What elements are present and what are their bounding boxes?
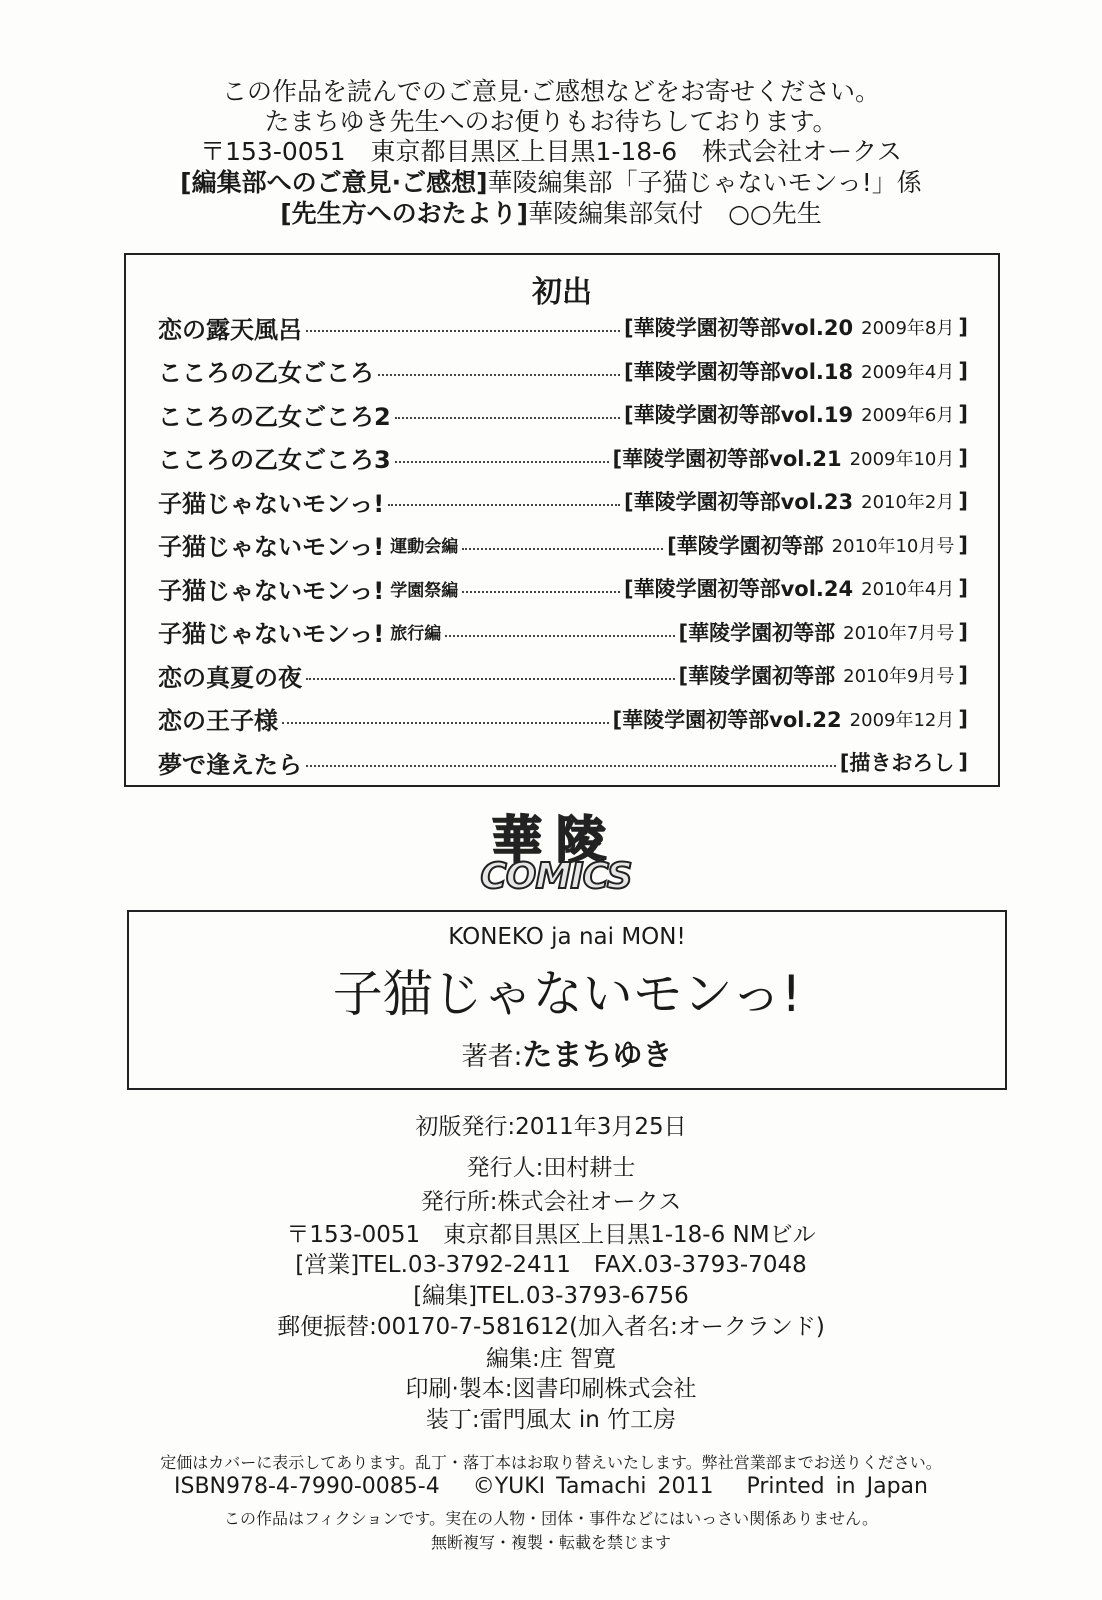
first-appearance-entry	[158, 529, 968, 561]
entry-date: 2009年4月	[861, 361, 955, 383]
entry-source: [華陵学園初等部vol.20	[624, 316, 854, 340]
letters-teacher-line	[0, 194, 1102, 230]
logo-kanji: 華陵	[492, 811, 620, 869]
first-appearance-entry	[158, 746, 968, 778]
printed-in: Printed in Japan	[746, 1474, 928, 1499]
book-roman-title: KONEKO ja nai MON!	[448, 924, 686, 950]
letters-teacher-label: [先生方へのおたより]	[280, 199, 529, 228]
entry-close-bracket: ]	[958, 315, 968, 339]
reproduction-note: 無断複写・複製・転載を禁じます	[430, 1533, 671, 1552]
publisher-address: 〒153-0051 東京都目黒区上目黒1-18-6 NMビル	[286, 1222, 816, 1248]
first-edition-date: 初版発行:2011年3月25日	[415, 1114, 687, 1140]
entry-subtitle: 旅行編	[390, 624, 442, 644]
letters-address: 〒153-0051 東京都目黒区上目黒1-18-6 株式会社オークス	[200, 137, 902, 166]
author-label: 著者:	[461, 1042, 523, 1072]
first-appearance-box	[124, 253, 1000, 787]
entry-title: こころの乙女ごころ	[158, 359, 374, 387]
isbn: ISBN978-4-7990-0085-4	[174, 1474, 440, 1499]
logo-comics: COMICS	[480, 856, 632, 897]
first-appearance-entry	[158, 703, 968, 735]
book-author-line	[129, 1030, 1005, 1074]
sales-contact: [営業]TEL.03-3792-2411 FAX.03-3793-7048	[295, 1252, 807, 1278]
entry-subtitle: 運動会編	[390, 537, 459, 557]
entry-title: 子猫じゃないモンっ!	[158, 576, 385, 605]
leader-dots	[306, 330, 620, 332]
entry-source: [描きおろし	[839, 751, 955, 775]
leader-dots	[445, 635, 674, 637]
entry-date: 2010年4月	[861, 579, 955, 600]
entry-date: 2009年6月	[861, 405, 955, 426]
book-title: 子猫じゃないモンっ!	[332, 965, 802, 1023]
publisher-person: 発行人:田村耕士	[466, 1155, 636, 1181]
leader-dots	[395, 417, 620, 419]
leader-dots	[306, 765, 836, 767]
editor: 編集:庄 智寛	[485, 1346, 617, 1372]
publisher: 発行所:株式会社オークス	[420, 1189, 682, 1215]
leader-dots	[282, 722, 609, 724]
entry-source: [華陵学園初等部	[678, 620, 836, 645]
leader-dots	[462, 548, 663, 550]
first-appearance-entry	[158, 442, 968, 474]
entry-close-bracket: ]	[958, 706, 968, 731]
entry-close-bracket: ]	[958, 619, 968, 644]
entry-source: [華陵学園初等部	[667, 533, 824, 558]
leader-dots	[462, 591, 620, 593]
entry-title: 子猫じゃないモンっ!	[158, 620, 385, 648]
entry-date: 2010年10月号	[831, 535, 955, 557]
book-title-box	[127, 910, 1007, 1090]
design: 装丁:雷門風太 in 竹工房	[425, 1407, 677, 1433]
entry-date: 2010年9月号	[843, 666, 955, 687]
copyright: ©YUKI Tamachi 2011	[472, 1474, 714, 1499]
entry-date: 2010年7月号	[843, 622, 955, 644]
author-name: たまちゆき	[522, 1038, 673, 1073]
entry-title: 恋の露天風呂	[158, 315, 302, 344]
isbn-copyright-line	[0, 1474, 1102, 1499]
letters-editorial-label: [編集部へのご意見·ご感想]	[180, 168, 488, 197]
first-appearance-title: 初出	[532, 275, 592, 310]
entry-date: 2009年8月	[861, 318, 955, 339]
fiction-note: この作品はフィクションです。実在の人物・団体・事件などにはいっさい関係ありません。	[223, 1509, 879, 1528]
entry-source: [華陵学園初等部vol.22	[612, 707, 842, 732]
first-appearance-entry	[158, 485, 968, 517]
entry-title: こころの乙女ごころ2	[158, 402, 391, 431]
entry-source: [華陵学園初等部vol.21	[612, 446, 842, 471]
entry-title: 子猫じゃないモンっ!	[158, 533, 385, 561]
entry-date: 2009年10月	[849, 448, 955, 470]
entry-source: [華陵学園初等部vol.24	[624, 577, 854, 601]
entry-close-bracket: ]	[958, 358, 968, 383]
first-appearance-entry	[158, 616, 968, 648]
leader-dots	[388, 504, 620, 506]
letters-teacher-text: 華陵編集部気付 ○○先生	[528, 199, 822, 228]
letters-author-note: たまちゆき先生へのお便りもお待ちしております。	[264, 107, 838, 136]
entry-close-bracket: ]	[958, 576, 968, 600]
entry-close-bracket: ]	[958, 445, 968, 470]
leader-dots	[395, 461, 609, 463]
entry-subtitle: 学園祭編	[390, 580, 459, 601]
first-appearance-entry	[158, 659, 968, 691]
entry-source: [華陵学園初等部	[678, 664, 836, 688]
first-appearance-entry	[158, 398, 968, 430]
letters-editorial-text: 華陵編集部「子猫じゃないモンっ!」係	[487, 168, 922, 197]
printing: 印刷·製本:図書印刷株式会社	[405, 1376, 697, 1402]
entry-date: 2010年2月	[861, 492, 955, 513]
letters-intro: この作品を読んでのご意見·ご感想などをお寄せください。	[222, 77, 880, 106]
price-note: 定価はカバーに表示してあります。乱丁・落丁本はお取り替えいたします。弊社営業部までお送りください。	[160, 1453, 942, 1472]
entry-close-bracket: ]	[958, 489, 968, 513]
entry-date: 2009年12月	[849, 709, 955, 731]
editorial-contact: [編集]TEL.03-3793-6756	[413, 1283, 689, 1309]
entry-close-bracket: ]	[958, 750, 968, 774]
entry-close-bracket: ]	[958, 663, 968, 687]
first-appearance-entry	[158, 311, 968, 343]
leader-dots	[378, 374, 620, 376]
entry-title: こころの乙女ごころ3	[158, 446, 391, 474]
entry-title: 子猫じゃないモンっ!	[158, 489, 385, 518]
entry-title: 夢で逢えたら	[158, 750, 302, 779]
karyou-comics-logo	[476, 800, 636, 900]
postal-transfer: 郵便振替:00170-7-581612(加入者名:オークランド)	[277, 1314, 825, 1340]
entry-source: [華陵学園初等部vol.19	[624, 403, 854, 427]
first-appearance-entry	[158, 572, 968, 604]
entry-source: [華陵学園初等部vol.23	[624, 490, 854, 514]
entry-title: 恋の真夏の夜	[158, 663, 302, 692]
entry-close-bracket: ]	[958, 532, 968, 557]
entry-close-bracket: ]	[958, 402, 968, 426]
entry-source: [華陵学園初等部vol.18	[624, 359, 854, 384]
entry-title: 恋の王子様	[158, 707, 278, 735]
leader-dots	[306, 678, 675, 680]
first-appearance-entry	[158, 355, 968, 387]
